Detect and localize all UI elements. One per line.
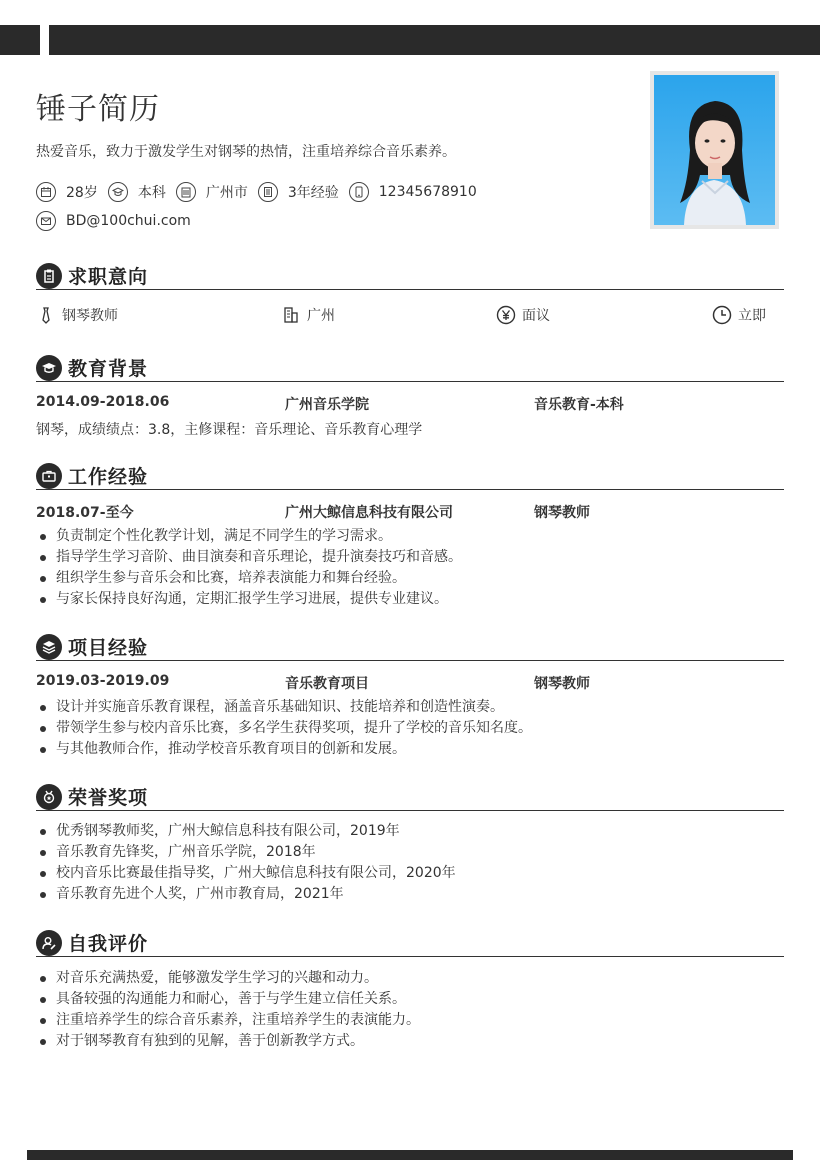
intent-position [36,304,118,326]
bottom-bar [27,1150,793,1160]
section-intent-header [36,262,784,290]
top-bar-left [0,25,40,55]
education-school: 广州音乐学院 [285,397,369,413]
yen-icon [496,305,516,325]
education-major: 音乐教育-本科 [534,397,624,413]
section-honors-header [36,783,784,811]
intent-city [281,304,335,326]
info-phone [349,181,477,203]
document-icon [258,182,278,202]
self-evaluation-list [36,968,420,1052]
work-duties-list [36,526,462,610]
section-project-title: 项目经验 [68,637,149,659]
medal-icon [36,784,62,810]
intent-city-text: 广州 [307,308,335,324]
info-email [36,210,191,232]
project-entry [36,673,784,693]
section-self-title: 自我评价 [68,933,149,955]
phone-icon [349,182,369,202]
info-city-text: 广州市 [205,185,248,201]
list-item: 校内音乐比赛最佳指导奖，广州大鲸信息科技有限公司，2020年 [36,863,456,884]
list-item: 注重培养学生的综合音乐素养，注重培养学生的表演能力。 [36,1010,420,1031]
graduation-cap-icon [108,182,128,202]
layers-icon [36,634,62,660]
project-items-list [36,697,532,760]
list-item: 负责制定个性化教学计划，满足不同学生的学习需求。 [36,526,462,547]
list-item: 音乐教育先进个人奖，广州市教育局，2021年 [36,884,456,905]
list-item: 设计并实施音乐教育课程，涵盖音乐基础知识、技能培养和创造性演奏。 [36,697,532,718]
mortarboard-icon [36,355,62,381]
personal-info-row-1 [36,181,487,203]
clock-icon [712,305,732,325]
info-degree-text: 本科 [137,185,166,201]
intent-availability-text: 立即 [738,308,766,324]
job-intent-row [36,304,784,326]
education-detail: 钢琴，成绩绩点：3.8，主修课程：音乐理论、音乐教育心理学 [36,422,423,438]
section-work-header [36,462,784,490]
info-age [36,181,98,203]
section-education-header [36,354,784,382]
city-building-icon [281,305,301,325]
section-self-header [36,929,784,957]
project-period: 2019.03-2019.09 [36,673,170,689]
info-experience-text: 3年经验 [287,185,339,201]
education-entry [36,394,784,414]
mail-icon [36,211,56,231]
list-item: 对音乐充满热爱，能够激发学生学习的兴趣和动力。 [36,968,420,989]
resume-name: 锤子简历 [36,92,160,127]
info-city [176,181,248,203]
tie-icon [36,305,56,325]
info-email-text: BD@100chui.com [66,213,191,229]
list-item: 与其他教师合作，推动学校音乐教育项目的创新和发展。 [36,739,532,760]
briefcase-icon [36,463,62,489]
education-period: 2014.09-2018.06 [36,394,170,410]
work-role: 钢琴教师 [534,505,590,521]
building-icon [176,182,196,202]
section-honors-title: 荣誉奖项 [68,787,149,809]
list-item: 与家长保持良好沟通，定期汇报学生学习进展，提供专业建议。 [36,589,462,610]
section-intent-title: 求职意向 [68,266,149,288]
section-project-header [36,633,784,661]
work-company: 广州大鲸信息科技有限公司 [285,505,453,521]
profile-photo [650,71,779,229]
work-entry [36,502,784,522]
info-phone-text: 12345678910 [378,184,477,200]
intent-salary-text: 面议 [522,308,550,324]
info-age-text: 28岁 [66,185,98,201]
section-education-title: 教育背景 [68,358,149,380]
profile-photo-image [654,75,775,225]
honors-list [36,821,456,905]
clipboard-icon [36,263,62,289]
info-degree [108,181,166,203]
list-item: 优秀钢琴教师奖，广州大鲸信息科技有限公司，2019年 [36,821,456,842]
info-experience [258,181,339,203]
calendar-icon [36,182,56,202]
list-item: 音乐教育先锋奖，广州音乐学院，2018年 [36,842,456,863]
section-work-title: 工作经验 [68,466,149,488]
personal-info-row-2 [36,210,201,232]
top-bar-right [49,25,820,55]
resume-motto: 热爱音乐，致力于激发学生对钢琴的热情，注重培养综合音乐素养。 [36,144,456,160]
list-item: 指导学生学习音阶、曲目演奏和音乐理论，提升演奏技巧和音感。 [36,547,462,568]
project-role: 钢琴教师 [534,676,590,692]
project-name: 音乐教育项目 [285,676,369,692]
list-item: 带领学生参与校内音乐比赛，多名学生获得奖项，提升了学校的音乐知名度。 [36,718,532,739]
user-edit-icon [36,930,62,956]
list-item: 对于钢琴教育有独到的见解，善于创新教学方式。 [36,1031,420,1052]
work-period: 2018.07-至今 [36,505,134,521]
list-item: 具备较强的沟通能力和耐心，善于与学生建立信任关系。 [36,989,420,1010]
intent-salary [496,304,550,326]
list-item: 组织学生参与音乐会和比赛，培养表演能力和舞台经验。 [36,568,462,589]
intent-availability [712,304,766,326]
intent-position-text: 钢琴教师 [62,308,118,324]
